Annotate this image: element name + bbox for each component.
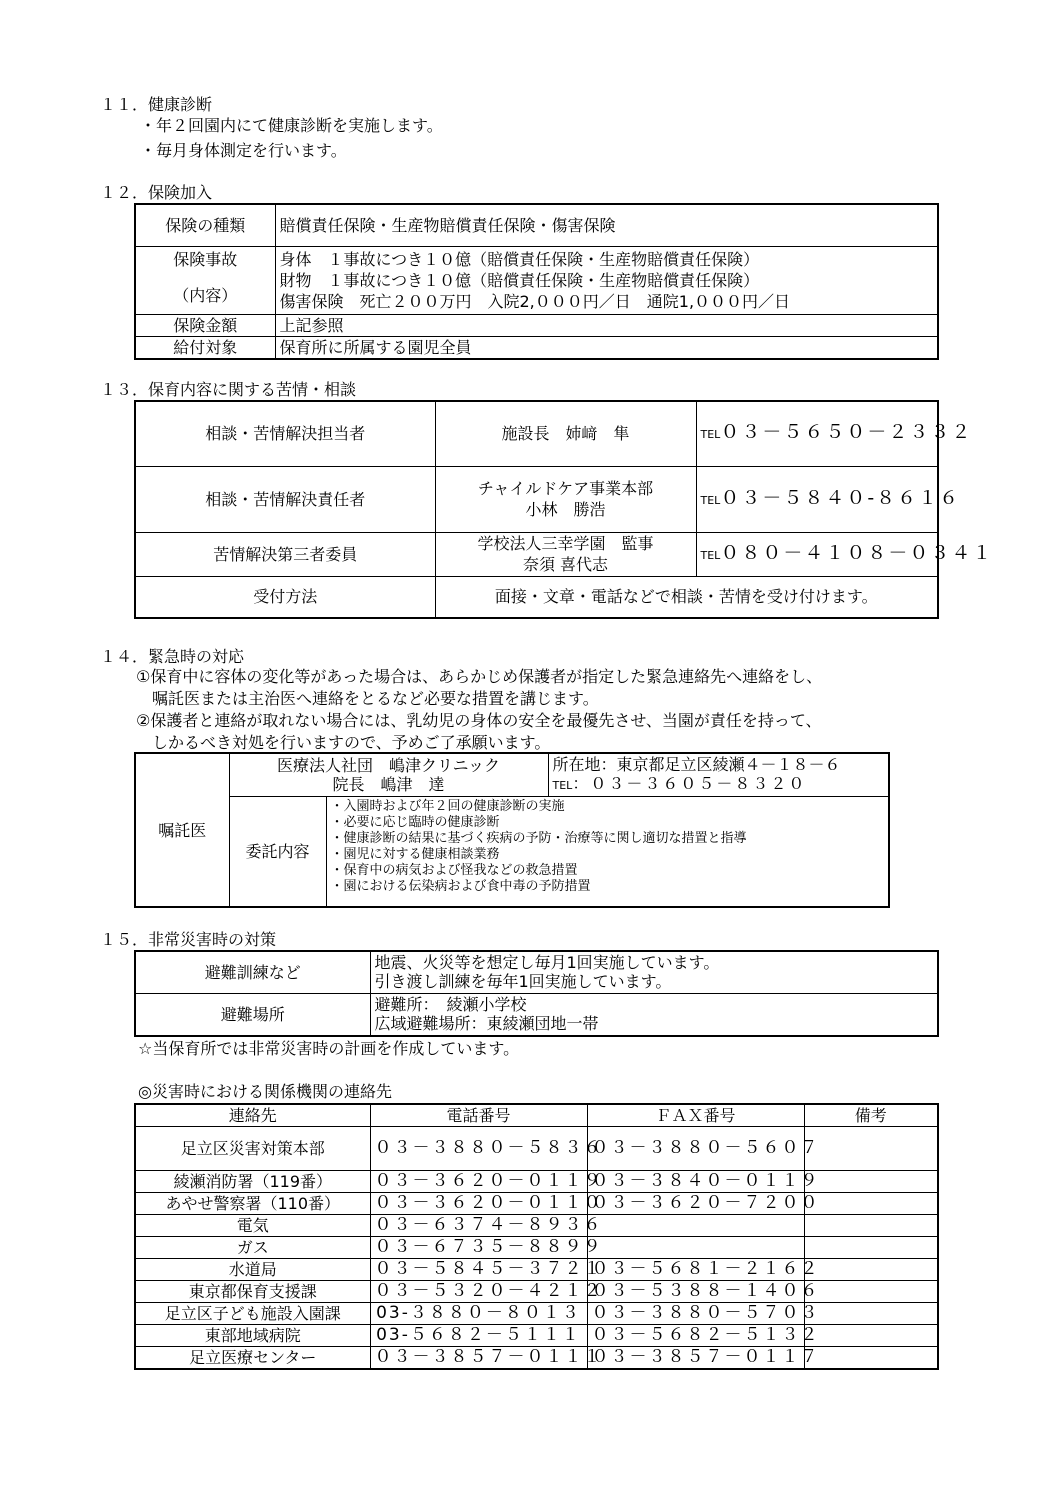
contact-note xyxy=(804,1259,938,1281)
contact-note xyxy=(804,1127,938,1171)
complaint-tel xyxy=(696,532,994,576)
contact-phone: ０３－６７３５－８８９９ xyxy=(370,1237,587,1259)
emergency-line: ②保護者と連絡が取れない場合には、乳幼児の身体の安全を最優先させ、当園が責任を持って、 xyxy=(136,711,822,730)
contact-name: ガス xyxy=(135,1237,370,1259)
contact-fax: ０３－３８５７－０１１７ xyxy=(587,1347,804,1370)
contact-phone: ０３－３８８０－５８３６ xyxy=(370,1127,587,1171)
contact-fax: ０３－５６８２－５１３２ xyxy=(587,1325,804,1347)
contact-fax: ０３－３６２０－７２００ xyxy=(587,1193,804,1215)
insurance-type-value: 賠償責任保険・生産物賠償責任保険・傷害保険 xyxy=(275,204,938,246)
doctor-table xyxy=(134,752,890,908)
disaster-table xyxy=(134,950,939,1037)
contact-phone: ０３－５３２０－４２１２ xyxy=(370,1281,587,1303)
contact-fax: ０３－５６８１－２１６２ xyxy=(587,1259,804,1281)
contact-fax xyxy=(587,1215,804,1237)
consign-item: ・園児に対する健康相談業務 xyxy=(330,846,500,862)
contact-note xyxy=(804,1237,938,1259)
contacts-table xyxy=(134,1103,939,1370)
contact-fax: ０３－５３８８－１４０６ xyxy=(587,1281,804,1303)
contact-name: 足立区子ども施設入園課 xyxy=(135,1303,370,1325)
clinic-address-cell xyxy=(548,753,889,796)
complaint-table xyxy=(134,400,994,619)
tel-prefix: TEL xyxy=(700,428,721,442)
contacts-title: ◎災害時における関係機関の連絡先 xyxy=(138,1082,392,1101)
contact-fax xyxy=(587,1237,804,1259)
insurance-amount-value: 上記参照 xyxy=(275,314,938,336)
tel-number: ０３－５６５０－２３３２ xyxy=(720,421,973,444)
table-row xyxy=(135,1215,938,1237)
table-row xyxy=(135,1127,938,1171)
section-12-title: １２．保険加入 xyxy=(100,183,213,202)
evacuation-line: 避難所： 綾瀬小学校 xyxy=(374,995,527,1015)
consign-item: ・園における伝染病および食中毒の予防措置 xyxy=(330,878,591,894)
complaint-role: 相談・苦情解決担当者 xyxy=(135,401,435,466)
clinic-director: 院長 嶋津 達 xyxy=(332,774,445,794)
contacts-header: 連絡先 xyxy=(135,1104,370,1127)
emergency-line: 嘱託医または主治医へ連絡をとるなど必要な措置を講じます。 xyxy=(136,689,599,708)
complaint-role: 相談・苦情解決責任者 xyxy=(135,466,435,532)
contact-phone: ０３－３６２０－０１１９ xyxy=(370,1171,587,1193)
table-row xyxy=(135,1281,938,1303)
consign-label: 委託内容 xyxy=(229,796,326,907)
tel-prefix: TEL xyxy=(552,778,573,792)
complaint-role: 苦情解決第三者委員 xyxy=(135,532,435,576)
insurance-target-value: 保育所に所属する園児全員 xyxy=(275,336,938,359)
clinic-cell xyxy=(229,753,548,796)
contact-name: 足立区災害対策本部 xyxy=(135,1127,370,1171)
contact-name: 東部地域病院 xyxy=(135,1325,370,1347)
contact-phone: ０３－６３７４－８９３６ xyxy=(370,1215,587,1237)
clinic-address: 所在地：東京都足立区綾瀬４－１８－６ xyxy=(552,754,841,774)
evacuation-label: 避難場所 xyxy=(135,993,370,1036)
contact-note xyxy=(804,1303,938,1325)
health-item-1: ・年２回園内にて健康診断を実施します。 xyxy=(140,116,443,135)
section-11-title: １１．健康診断 xyxy=(100,95,213,114)
table-row xyxy=(135,1171,938,1193)
contact-phone: ０３－３６２０－０１１０ xyxy=(370,1193,587,1215)
complaint-name-line: 奈須 喜代志 xyxy=(522,555,609,574)
complaint-name-line: 施設長 姉﨑 隼 xyxy=(501,424,630,444)
complaint-name xyxy=(435,466,696,532)
section-13-title: １３．保育内容に関する苦情・相談 xyxy=(100,380,357,399)
drill-line: 引き渡し訓練を毎年1回実施しています。 xyxy=(374,972,672,992)
insurance-target-label: 給付対象 xyxy=(135,336,275,359)
contact-fax: ０３－３８８０－５６０７ xyxy=(587,1127,804,1171)
insurance-accident-label xyxy=(135,246,275,314)
accident-label-2: （内容） xyxy=(173,285,238,305)
contact-name: 水道局 xyxy=(135,1259,370,1281)
accident-line: 財物 １事故につき１０億（賠償責任保険・生産物賠償責任保険） xyxy=(279,270,760,290)
table-row xyxy=(135,1303,938,1325)
accident-label-1: 保険事故 xyxy=(173,249,238,269)
contact-name: あやせ警察署（110番） xyxy=(135,1193,370,1215)
accident-line: 傷害保険 死亡２００万円 入院2,０００円／日 通院1,０００円／日 xyxy=(279,291,791,311)
contact-name: 東京都保育支援課 xyxy=(135,1281,370,1303)
complaint-tel xyxy=(696,401,973,466)
tel-number: ０８０－４１０８－０３４１ xyxy=(720,541,994,564)
contact-note xyxy=(804,1215,938,1237)
evacuation-line: 広域避難場所：東綾瀬団地一帯 xyxy=(374,1014,599,1034)
reception-label: 受付方法 xyxy=(135,576,435,618)
contacts-header: 備考 xyxy=(804,1104,938,1127)
complaint-tel xyxy=(696,466,961,532)
tel-prefix: TEL xyxy=(700,493,721,507)
drill-label: 避難訓練など xyxy=(135,951,370,993)
contact-name: 電気 xyxy=(135,1215,370,1237)
section-14-title: １４．緊急時の対応 xyxy=(100,647,245,666)
contact-name: 足立医療センター xyxy=(135,1347,370,1370)
insurance-accident-value xyxy=(275,246,938,314)
drill-value xyxy=(370,951,938,993)
table-row xyxy=(135,1193,938,1215)
contact-phone: ０３－３８５７－０１１１ xyxy=(370,1347,587,1370)
complaint-name xyxy=(435,401,696,466)
consign-item: ・健康診断の結果に基づく疾病の予防・治療等に関し適切な措置と指導 xyxy=(330,830,747,846)
table-row xyxy=(135,1237,938,1259)
contact-note xyxy=(804,1193,938,1215)
clinic-name: 医療法人社団 嶋津クリニック xyxy=(276,755,501,775)
emergency-line: しかるべき対処を行いますので、予めご了承願います。 xyxy=(136,733,551,752)
contact-note xyxy=(804,1171,938,1193)
insurance-type-label: 保険の種類 xyxy=(135,204,275,246)
consign-list xyxy=(326,796,889,907)
insurance-amount-label: 保険金額 xyxy=(135,314,275,336)
contact-phone: 03-３８８０－８０１３ xyxy=(370,1303,587,1325)
contact-phone: 03-５６８２－５１１１ xyxy=(370,1325,587,1347)
consign-item: ・入園時および年２回の健康診断の実施 xyxy=(330,798,565,814)
emergency-line: ①保育中に容体の変化等があった場合は、あらかじめ保護者が指定した緊急連絡先へ連絡をし、 xyxy=(136,667,823,686)
table-row xyxy=(135,1259,938,1281)
table-row xyxy=(135,1325,938,1347)
evacuation-value xyxy=(370,993,938,1036)
complaint-name-line: 小林 勝浩 xyxy=(525,500,606,519)
complaint-name-line: チャイルドケア事業本部 xyxy=(477,479,654,498)
contact-name: 綾瀬消防署（119番） xyxy=(135,1171,370,1193)
complaint-name xyxy=(435,532,696,576)
contact-note xyxy=(804,1347,938,1370)
table-row xyxy=(135,1347,938,1370)
doctor-label: 嘱託医 xyxy=(135,753,229,907)
contact-fax: ０３－３８４０－０１１９ xyxy=(587,1171,804,1193)
accident-line: 身体 １事故につき１０億（賠償責任保険・生産物賠償責任保険） xyxy=(279,249,760,269)
reception-value: 面接・文章・電話などで相談・苦情を受け付けます。 xyxy=(435,576,938,618)
complaint-name-line: 学校法人三幸学園 監事 xyxy=(477,534,654,553)
disaster-note: ☆当保育所では非常災害時の計画を作成しています。 xyxy=(138,1039,520,1058)
contacts-header: 電話番号 xyxy=(370,1104,587,1127)
consign-item: ・必要に応じ臨時の健康診断 xyxy=(330,814,500,830)
health-item-2: ・毎月身体測定を行います。 xyxy=(140,141,347,160)
contact-fax: ０３－３８８０－５７０３ xyxy=(587,1303,804,1325)
insurance-table xyxy=(134,203,939,360)
section-15-title: １５．非常災害時の対策 xyxy=(100,930,277,949)
tel-number: ０３－５８４０-８６１６ xyxy=(720,486,961,509)
consign-item: ・保育中の病気および怪我などの救急措置 xyxy=(330,862,578,878)
contact-phone: ０３－５８４５－３７２１ xyxy=(370,1259,587,1281)
clinic-tel: ：０３－３６０５－８３２０ xyxy=(572,773,807,793)
contact-note xyxy=(804,1325,938,1347)
tel-prefix: TEL xyxy=(700,548,721,562)
contact-note xyxy=(804,1281,938,1303)
drill-line: 地震、火災等を想定し毎月1回実施しています。 xyxy=(374,953,720,973)
contacts-header: ＦＡＸ番号 xyxy=(587,1104,804,1127)
